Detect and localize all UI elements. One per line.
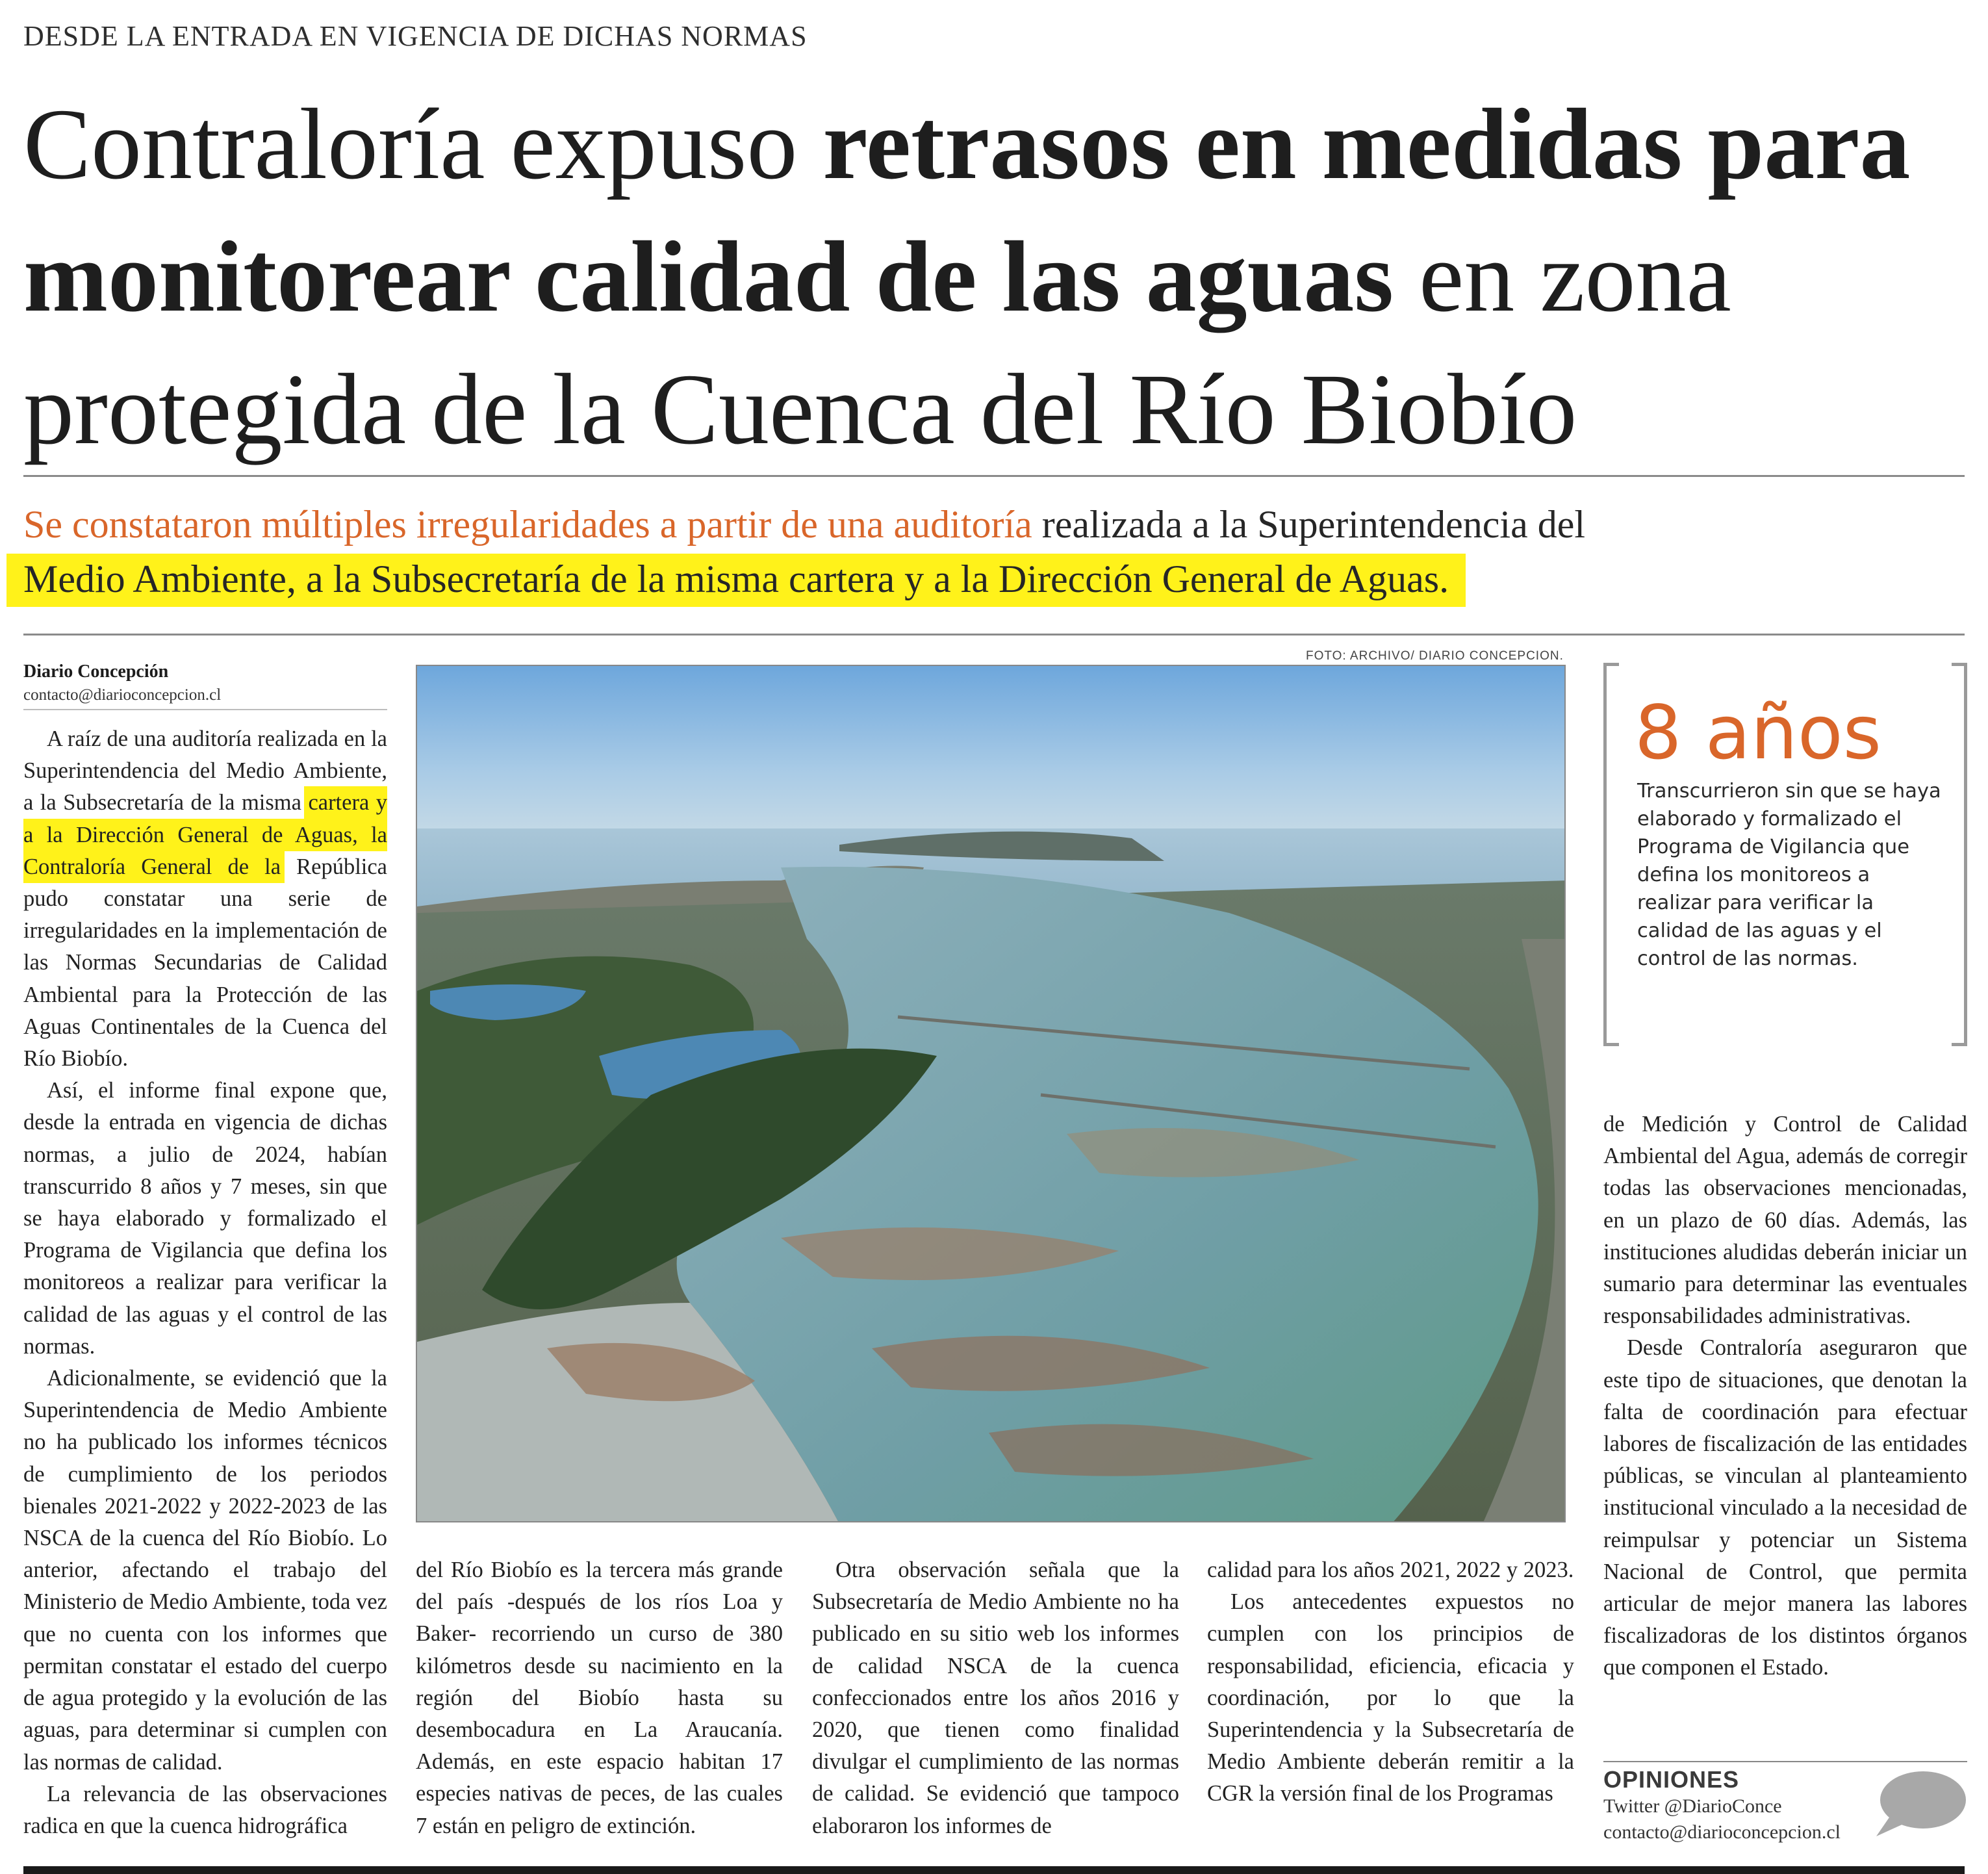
opiniones-twitter[interactable]: Twitter @DiarioConce	[1603, 1795, 1782, 1817]
paragraph-7: Desde Contraloría aseguraron que este tipo de situaciones, que denotan la falta de coordinación para efectuar labores de fiscalización de las entidades públicas, se vinculan al planteamiento institucional vinculado a la necesidad de reimpulsar y potenciar un Sistema Nacional de Control, que permita articular de mejor manera las labores fiscalizadoras de los distintos órganos que componen el Estado.	[1603, 1335, 1967, 1680]
deck-orange: Se constataron múltiples irregularidades a partir de una auditoría	[23, 503, 1032, 546]
paragraph-1-end: República pudo constatar una serie de irregularidades en la implementación de las Normas Secundarias de Calidad Ambiental para la Protección de las Aguas Continentales de la Cuenca del Río Biobío.	[23, 854, 387, 1072]
fact-box-left-bracket	[1603, 663, 1619, 1046]
paragraph-3: Adicionalmente, se evidenció que la Superintendencia de Medio Ambiente no ha publicado los informes técnicos de cumplimiento de los periodos bienales 2021-2022 y 2022-2023 de las NSCA de la cuenca del Río Biobío. Lo anterior, afectando el trabajo del Ministerio de Medio Ambiente, toda vez que no cuenta con los informes que permitan constatar el estado del cuerpo de agua protegido y la evolución de las aguas, para determinar si cumplen con las normas de calidad.	[23, 1366, 387, 1775]
fact-box	[1603, 663, 1967, 1046]
fact-box-right-bracket	[1952, 663, 1967, 1046]
paragraph-6: Los antecedentes expuestos no cumplen con los principios de responsabilidad, eficiencia, eficacia y coordinación, por lo que la Superintendencia y la Subsecretaría de Medio Ambiente deberán remitir a la CGR la versión final de los Programas	[1207, 1589, 1574, 1806]
paragraph-4-continued: del Río Biobío es la tercera más grande del país -después de los ríos Loa y Baker- recorriendo un curso de 380 kilómetros desde su nacimiento en la región del Biobío hasta su desembocadura en La Araucanía. Además, en este espacio habitan 17 especies nativas de peces, de las cuales 7 están en peligro de extinción.	[416, 1558, 783, 1838]
headline	[23, 78, 1972, 476]
byline-email[interactable]: contacto@diarioconcepcion.cl	[23, 686, 222, 704]
deck-bottom-rule	[23, 634, 1965, 635]
body-column-3	[812, 1554, 1179, 1842]
paragraph-5-continued: calidad para los años 2021, 2022 y 2023.	[1207, 1558, 1574, 1582]
aerial-photo-illustration	[417, 666, 1566, 1522]
deck-top-rule	[23, 475, 1965, 477]
speech-bubble-icon	[1871, 1769, 1969, 1840]
opiniones-title: OPINIONES	[1603, 1766, 1740, 1793]
body-column-5	[1603, 1109, 1967, 1684]
headline-part1: Contraloría expuso	[23, 88, 823, 200]
byline	[23, 661, 221, 704]
body-column-1	[23, 723, 387, 1842]
aerial-photo-biobio	[416, 665, 1566, 1522]
photo-credit: FOTO: ARCHIVO/ DIARIO CONCEPCION.	[1306, 649, 1564, 663]
opiniones-rule	[1603, 1761, 1967, 1762]
deck	[23, 497, 1966, 606]
bottom-bar	[23, 1866, 1965, 1874]
paragraph-4-start: La relevancia de las observaciones radica en que la cuenca hidrográfica	[23, 1781, 387, 1838]
opiniones-email[interactable]: contacto@diarioconcepcion.cl	[1603, 1821, 1841, 1843]
body-column-4	[1207, 1554, 1574, 1810]
paragraph-1	[23, 723, 387, 1075]
paragraph-1-start: A raíz de una auditoría realizada en la Superintendencia del Medio Ambiente, a la Subsecretaría de la misma	[23, 726, 387, 815]
headline-part2: en zona protegida de la Cuenca del Río Biobío	[23, 220, 1731, 465]
paragraph-1-highlight: cartera y a la Dirección General de Aguas, la Contraloría General de la	[23, 790, 387, 879]
headline-bold: retrasos en medidas para monitorear calidad de las aguas	[23, 88, 1911, 333]
paragraph-6-continued: de Medición y Control de Calidad Ambiental del Agua, además de corregir todas las observaciones mencionadas, en un plazo de 60 días. Además, las instituciones aludidas deberán iniciar un sumario para determinar las eventuales responsabilidades administrativas.	[1603, 1112, 1967, 1329]
kicker: DESDE LA ENTRADA EN VIGENCIA DE DICHAS NORMAS	[23, 20, 808, 52]
fact-box-number: 8 años	[1635, 689, 1882, 776]
byline-name: Diario Concepción	[23, 661, 169, 682]
paragraph-2: Así, el informe final expone que, desde la entrada en vigencia de dichas normas, a julio de 2024, habían transcurrido 8 años y 7 meses, sin que se haya elaborado y formalizado el Programa de Vigilancia que defina los monitoreos a realizar para verificar la calidad de las aguas y el control de las normas.	[23, 1078, 387, 1359]
body-column-2	[416, 1554, 783, 1842]
deck-rest: realizada a la Superintendencia del	[1032, 503, 1586, 546]
deck-highlight: Medio Ambiente, a la Subsecretaría de la misma cartera y a la Dirección General de Aguas.	[6, 554, 1466, 607]
fact-box-text: Transcurrieron sin que se haya elaborado y formalizado el Programa de Vigilancia que defina los monitoreos a realizar para verificar la calidad de las aguas y el control de las normas.	[1637, 780, 1941, 970]
byline-separator	[23, 709, 387, 710]
paragraph-5: Otra observación señala que la Subsecretaría de Medio Ambiente no ha publicado en su sitio web los informes de calidad NSCA de la cuenca confeccionados entre los años 2016 y 2020, que tienen como finalidad divulgar el cumplimiento de las normas de calidad. Se evidenció que tampoco elaboraron los informes de	[812, 1558, 1179, 1838]
